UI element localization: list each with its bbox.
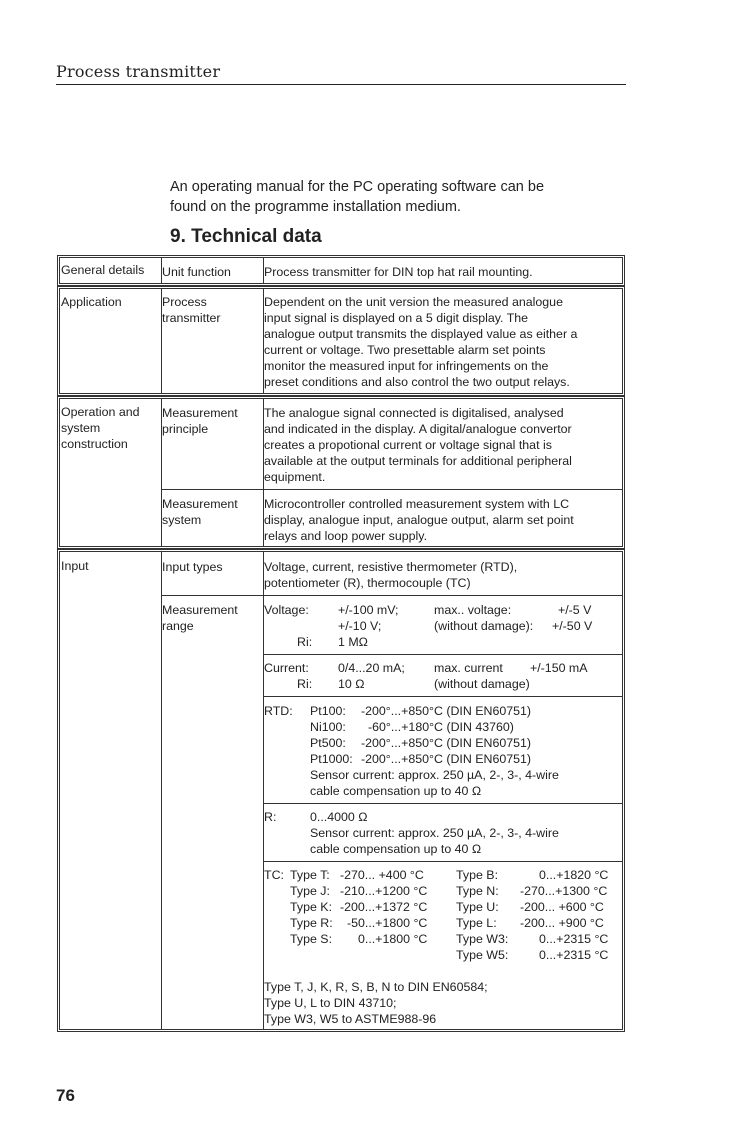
general-function: Unit function [162,265,231,279]
principle-label-line: Measurement [162,406,238,420]
text-line: equipment. [264,470,326,484]
operation-label [61,404,161,452]
intro-line-1: An operating manual for the PC operating software can be [170,179,545,195]
text-line: input signal is displayed on a 5 digit display. The [264,311,529,325]
tc-type-range: 0...+1800 °C [358,932,428,946]
rtd-type-range: -200°...+850°C (DIN EN60751) [361,752,532,766]
current-ri-label: Ri: [297,677,313,691]
principle-label-line: principle [162,422,209,436]
page-number: 76 [56,1086,75,1105]
rtd-type-name: Pt500: [310,736,346,750]
tc-type-range: -200...+1372 °C [340,900,428,914]
voltage-nodamage-value: +/-50 V [552,619,593,633]
current-max-label: max. current [434,661,503,675]
table-operation [57,396,625,549]
current-max-value: +/-150 mA [530,661,588,675]
tc-standard-2: Type U, L to DIN 43710; [264,996,397,1010]
intro-paragraph [170,177,610,217]
rtd-type-name: Pt100: [310,704,346,718]
tc-type-range: -270...+1300 °C [520,884,608,898]
row-divider [263,803,622,804]
operation-label-line: construction [61,437,128,451]
tc-type-name: Type L: [456,916,497,930]
tc-type-name: Type W3: [456,932,509,946]
voltage-max-value: +/-5 V [558,603,592,617]
tc-type-name: Type K: [290,900,333,914]
row-divider [263,696,622,697]
system-description [264,496,620,544]
r-block [264,809,620,859]
r-label: R: [264,810,277,824]
tc-type-name: Type W5: [456,948,509,962]
tc-block [264,867,620,1027]
table-general-details [57,255,625,286]
row-divider [263,654,622,655]
principle-label [162,405,262,437]
text-line: and indicated in the display. A digital/analogue convertor [264,422,572,436]
tc-type-name: Type U: [456,900,499,914]
text-line: creates a propotional current or voltage signal that is [264,438,552,452]
voltage-ri-value: 1 MΩ [338,635,368,649]
table-input [57,549,625,1032]
table-application [57,286,625,396]
tc-type-range: -50...+1800 °C [347,916,428,930]
rtd-block [264,703,620,801]
row-divider [263,861,622,862]
rtd-type-range: -60°...+180°C (DIN 43760) [368,720,514,734]
voltage-max-label: max.. voltage: [434,603,512,617]
application-label: Application [61,295,122,309]
r-range: 0...4000 Ω [310,810,368,824]
tc-type-range: -200... +900 °C [520,916,604,930]
running-header: Process transmitter [56,62,221,81]
text-line: relays and loop power supply. [264,529,428,543]
header-rule [56,84,626,85]
text-line: Microcontroller controlled measurement system with LC [264,497,570,511]
tc-type-range: -210...+1200 °C [340,884,428,898]
voltage-label: Voltage: [264,603,309,617]
tc-standard-1: Type T, J, K, R, S, B, N to DIN EN60584; [264,980,488,994]
system-label-line: system [162,513,202,527]
row-divider [161,595,622,596]
rtd-type-range: -200°...+850°C (DIN EN60751) [361,704,532,718]
section-title: 9. Technical data [170,226,322,247]
voltage-nodamage-label: (without damage): [434,619,534,633]
tc-type-range: 0...+2315 °C [539,932,609,946]
text-line: potentiometer (R), thermocouple (TC) [264,576,471,590]
system-label-line: Measurement [162,497,238,511]
tc-type-range: 0...+2315 °C [539,948,609,962]
text-line: The analogue signal connected is digitalised, analysed [264,406,564,420]
voltage-range-1: +/-100 mV; [338,603,399,617]
tc-label: TC: [264,868,284,882]
voltage-ri-label: Ri: [297,635,313,649]
intro-line-2: found on the programme installation medium. [170,199,461,215]
current-nodamage-label: (without damage) [434,677,530,691]
text-line: available at the output terminals for additional peripheral [264,454,572,468]
measurement-range-label [162,602,262,634]
text-line: current or voltage. Two presettable alarm set points [264,343,546,357]
current-block [264,660,620,694]
general-label: General details [61,263,145,277]
rtd-sensor-current: Sensor current: approx. 250 µA, 2-, 3-, 4-wire [310,768,559,782]
application-function [162,294,262,326]
tc-type-name: Type B: [456,868,499,882]
operation-label-line: Operation and [61,405,140,419]
operation-label-line: system [61,421,101,435]
r-cable-compensation: cable compensation up to 40 Ω [310,842,482,856]
tc-type-range: 0...+1820 °C [539,868,609,882]
application-description [264,294,620,390]
row-divider [161,489,622,490]
tc-standard-3: Type W3, W5 to ASTME988-96 [264,1012,437,1026]
tc-type-name: Type J: [290,884,330,898]
rtd-type-range: -200°...+850°C (DIN EN60751) [361,736,532,750]
tc-type-name: Type S: [290,932,333,946]
text-line: analogue output transmits the displayed value as either a [264,327,578,341]
tc-type-name: Type R: [290,916,333,930]
input-types-description [264,559,620,591]
current-range: 0/4...20 mA; [338,661,405,675]
principle-description [264,405,620,485]
rtd-type-name: Ni100: [310,720,346,734]
tc-type-name: Type T: [290,868,330,882]
rtd-cable-compensation: cable compensation up to 40 Ω [310,784,482,798]
text-line: preset conditions and also control the two output relays. [264,375,570,389]
input-label: Input [61,559,89,573]
text-line: display, analogue input, analogue output, alarm set point [264,513,574,527]
tc-type-name: Type N: [456,884,499,898]
text-line: Voltage, current, resistive thermometer (RTD), [264,560,518,574]
application-function-line: Process [162,295,207,309]
tc-type-range: -270... +400 °C [340,868,424,882]
tc-type-range: -200... +600 °C [520,900,604,914]
text-line: monitor the measured input for infringements on the [264,359,549,373]
text-line: Dependent on the unit version the measured analogue [264,295,563,309]
input-types-label: Input types [162,560,223,574]
rtd-label: RTD: [264,704,293,718]
rtd-type-name: Pt1000: [310,752,353,766]
application-function-line: transmitter [162,311,221,325]
current-ri-value: 10 Ω [338,677,365,691]
voltage-block [264,602,620,652]
range-label-line: range [162,619,194,633]
range-label-line: Measurement [162,603,238,617]
r-sensor-current: Sensor current: approx. 250 µA, 2-, 3-, 4-wire [310,826,559,840]
system-label [162,496,262,528]
general-value: Process transmitter for DIN top hat rail mounting. [264,265,533,279]
current-label: Current: [264,661,309,675]
voltage-range-2: +/-10 V; [338,619,382,633]
